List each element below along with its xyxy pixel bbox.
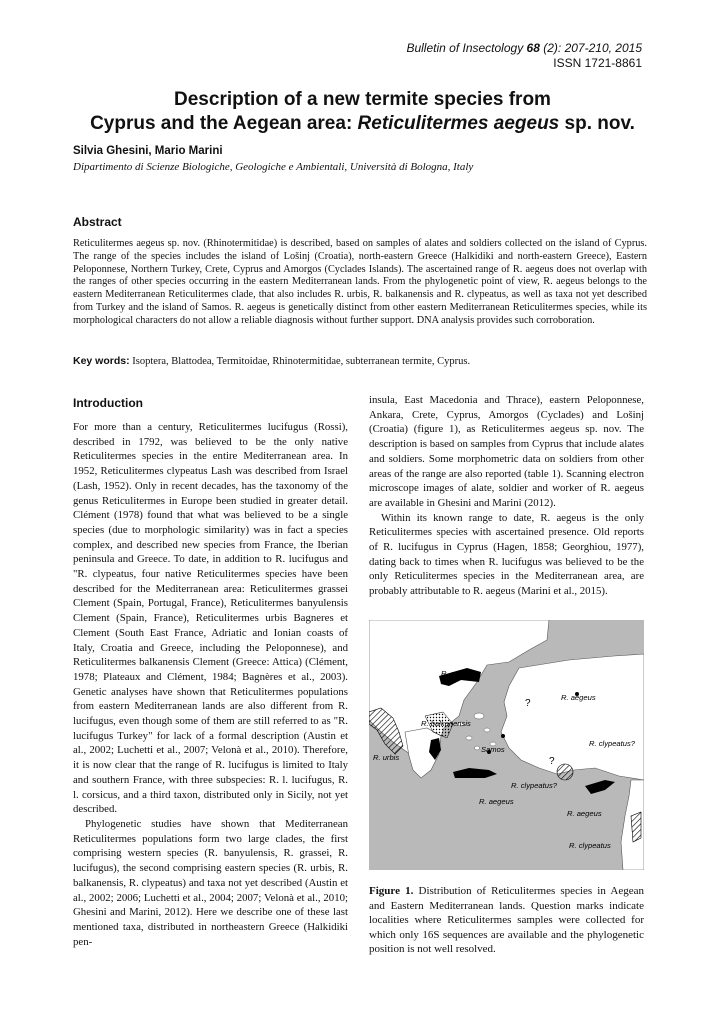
- abstract-heading: Abstract: [73, 215, 122, 229]
- introduction-heading: Introduction: [73, 396, 143, 410]
- question-mark-1: ?: [525, 698, 531, 709]
- label-aegeus-4: R. aegeus: [567, 809, 602, 818]
- title-line-1: Description of a new termite species from: [174, 89, 551, 110]
- label-urbis: R. urbis: [373, 753, 400, 762]
- keywords: [73, 355, 647, 368]
- label-samos: Samos: [481, 745, 505, 754]
- journal-issn: ISSN 1721-8861: [553, 56, 642, 70]
- question-mark-2: ?: [549, 756, 555, 767]
- keywords-text: Isoptera, Blattodea, Termitoidae, Rhinotermitidae, subterranean termite, Cyprus.: [132, 356, 471, 367]
- intro-paragraph-2: Phylogenetic studies have shown that Mediterranean Reticulitermes populations form two large clades, the first comprising western species (R. banyulensis, R. grassei, R. lucifugus), the second comprising eastern species (R. urbis, R. balkanensis, R. clypeatus) and taxa not yet described (Austin et al., 2002; 2006; Luchetti et al., 2004; 2007; Velonà et al., 2010; Ghesini and Marini, 2012). Here we describe one of these last mentioned taxa, distributed in northeastern Greece (Halkidiki pen-: [73, 817, 348, 948]
- intro-paragraph-3: insula, East Macedonia and Thrace), eastern Peloponnese, Ankara, Crete, Cyprus, Amorgos (Cyclades) and Lošinj (Croatia) (figure 1), as Reticulitermes aegeus sp. nov. The description is based on samples from Cyprus that include alates and soldiers. Some morphometric data on soldiers from other areas of the range are also reported (table 1). Scanning electron microscope images of alate, soldier and worker of R. aegeus are available in Ghesini and Marini (2012).: [369, 394, 644, 509]
- paper-title: [0, 88, 725, 136]
- affiliation: Dipartimento di Scienze Biologiche, Geologiche e Ambientali, Università di Bologna, Italy: [73, 161, 474, 173]
- journal-volume: 68: [526, 41, 540, 55]
- keywords-label: Key words:: [73, 355, 130, 367]
- label-clypeatus: R. clypeatus: [569, 841, 611, 850]
- intro-paragraph-1: For more than a century, Reticulitermes lucifugus (Rossi), described in 1792, was believed to be the only native Reticulitermes species in the entire Mediterranean area. In 1952, Reticulitermes clypeatus Lash was described from Israel (Lash, 1952). Only in recent decades, has the taxonomy of the genus Reticulitermes in Europe been studied in greater detail. Clément (1978) found that what was believed to be a single species (due to morphologic similarity) was in fact a species complex, and described new species from France, the Iberian peninsula and Greece. To date, in addition to R. lucifugus and "R. clypeatus, four native Reticulitermes species have been described for the Mediterranean area: Reticulitermes grassei Clement (Spain, Portugal, France), Reticulitermes banyulensis Clement (Spain, France), Reticulitermes urbis Bagneres et Clement (South East France, Adriatic and Ionian coasts of Italy, Croatia and Greece, including the Peloponnese), and Reticulitermes balkanensis Clement (Greece: Attica) (Clément, 1978; Plateaux and Clément, 1984; Bagnères et al., 2003). Genetic analyses have shown that Reticulitermes populations from eastern Mediterranean lands are also different from R. lucifugus, even though some of them are still referred to as "R. lucifugus Turkey" for lack of a formal description (Austin et al., 2002; Luchetti et al., 2007; Velonà et al., 2010). Therefore, it is now clear that the range of R. lucifugus is limited to Italy and southern France, with three subspecies: R. l. lucifugus, R. l. corsicus, and a third taxon, distributed only in Sicily, not yet described.: [73, 421, 348, 816]
- journal-issue: (2): 207-210, 2015: [543, 41, 642, 55]
- clypeatus-uncertain-range: [557, 764, 573, 780]
- journal-name: Bulletin of Insectology: [406, 41, 524, 55]
- label-aegeus-1: R. aegeus: [441, 669, 476, 678]
- title-line-2: Cyprus and the Aegean area: Reticulitermes aegeus sp. nov.: [90, 113, 635, 134]
- figure-caption: [369, 884, 644, 957]
- caption-label: Figure 1.: [369, 885, 414, 897]
- label-aegeus-2: R. aegeus: [561, 693, 596, 702]
- label-clypeatus-q1: R. clypeatus?: [589, 739, 636, 748]
- label-aegeus-3: R. aegeus: [479, 797, 514, 806]
- left-column: [73, 420, 348, 949]
- samos-point: [501, 734, 505, 738]
- label-balkanensis: R. balkanensis: [421, 719, 471, 728]
- clypeatus-range: [631, 812, 641, 842]
- caption-text: Distribution of Reticulitermes species in Aegean and Eastern Mediterranean lands. Question marks indicate localities where Reticulitermes samples were collected for which only 16S sequences are available and the phylogenetic position is not well resolved.: [369, 885, 644, 955]
- label-clypeatus-q2: R. clypeatus?: [511, 781, 558, 790]
- abstract-text: Reticulitermes aegeus sp. nov. (Rhinotermitidae) is described, based on samples of alates and soldiers collected on the island of Cyprus. The range of the species includes the island of Lošinj (Croatia), north-eastern Greece (Halkidiki and north-eastern Greece), Eastern Peloponnese, Northern Turkey, Crete, Cyprus and Amorgos (Cyclades Islands). The ascertained range of R. aegeus does not overlap with the ranges of other species occurring in the eastern Mediterranean lands. From the phylogenetic point of view, R. aegeus belongs to the eastern Mediterranean Reticulitermes clade, that also includes R. urbis, R. balkanensis and R. clypeatus, as well as taxa not yet described from Turkey and the island of Samos. R. aegeus is genetically distinct from other eastern Mediterranean Reticulitermes species, while its morphological characters do not allow a reliable diagnosis without further support. DNA analysis provides such corroboration.: [73, 238, 647, 326]
- authors: Silvia Ghesini, Mario Marini: [73, 145, 223, 157]
- journal-header: [406, 41, 642, 71]
- right-column: [369, 393, 644, 599]
- distribution-map: [369, 620, 644, 870]
- intro-paragraph-4: Within its known range to date, R. aegeus is the only Reticulitermes species with ascertained presence. Old reports of R. lucifugus in Cyprus (Hagen, 1858; Georghiou, 1977), dating back to times when R. lucifugus was believed to be the only Reticulitermes species in the Mediterranean area, are probably attributable to R. aegeus (Marini et al., 2015).: [369, 511, 644, 598]
